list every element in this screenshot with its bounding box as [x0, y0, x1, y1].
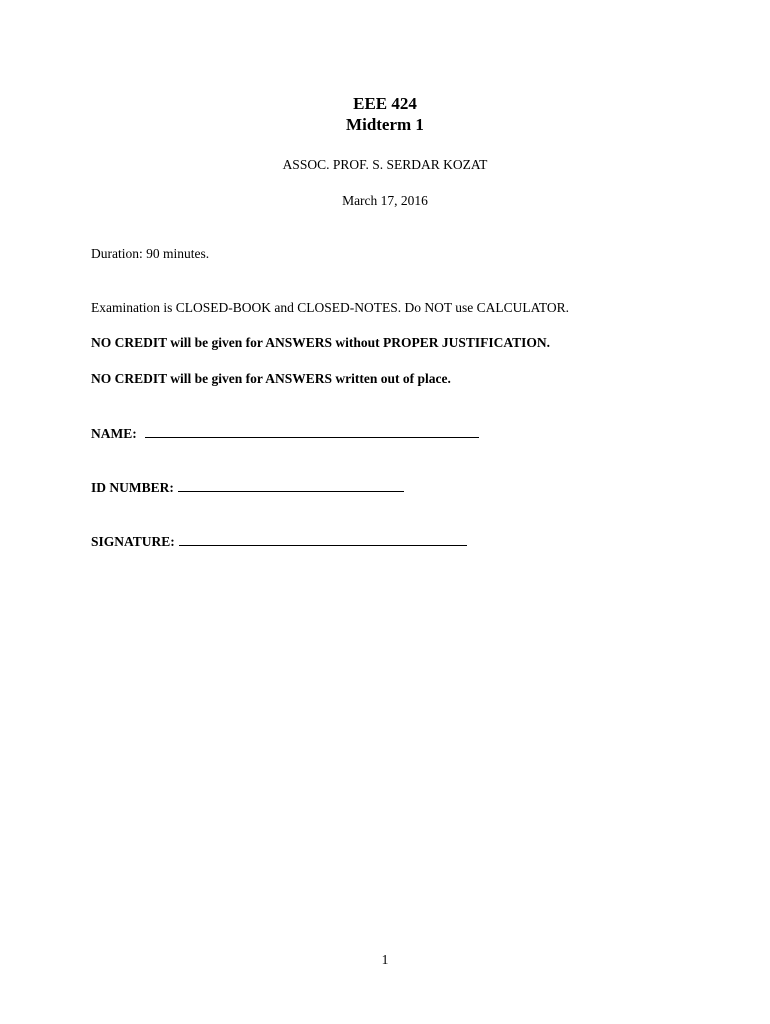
duration-text: Duration: 90 minutes. [91, 246, 210, 261]
signature-label: SIGNATURE: [91, 534, 175, 549]
id-number-label: ID NUMBER: [91, 480, 174, 495]
id-number-field [91, 478, 404, 497]
instructor-name: ASSOC. PROF. S. SERDAR KOZAT [282, 157, 488, 172]
signature-blank-line[interactable] [179, 532, 467, 546]
exam-date: March 17, 2016 [342, 193, 428, 208]
name-label: NAME: [91, 426, 137, 441]
justification-notice: NO CREDIT will be given for ANSWERS without PROPER JUSTIFICATION. [91, 335, 551, 350]
course-title: EEE 424 [353, 94, 417, 113]
exam-title: Midterm 1 [346, 115, 424, 134]
id-number-blank-line[interactable] [178, 478, 404, 492]
name-field [91, 424, 479, 443]
closed-book-notice: Examination is CLOSED-BOOK and CLOSED-NOTES. Do NOT use CALCULATOR. [91, 300, 569, 315]
signature-field [91, 532, 467, 551]
page-number: 1 [381, 952, 389, 967]
placement-notice: NO CREDIT will be given for ANSWERS written out of place. [91, 371, 451, 386]
name-blank-line[interactable] [145, 424, 479, 438]
